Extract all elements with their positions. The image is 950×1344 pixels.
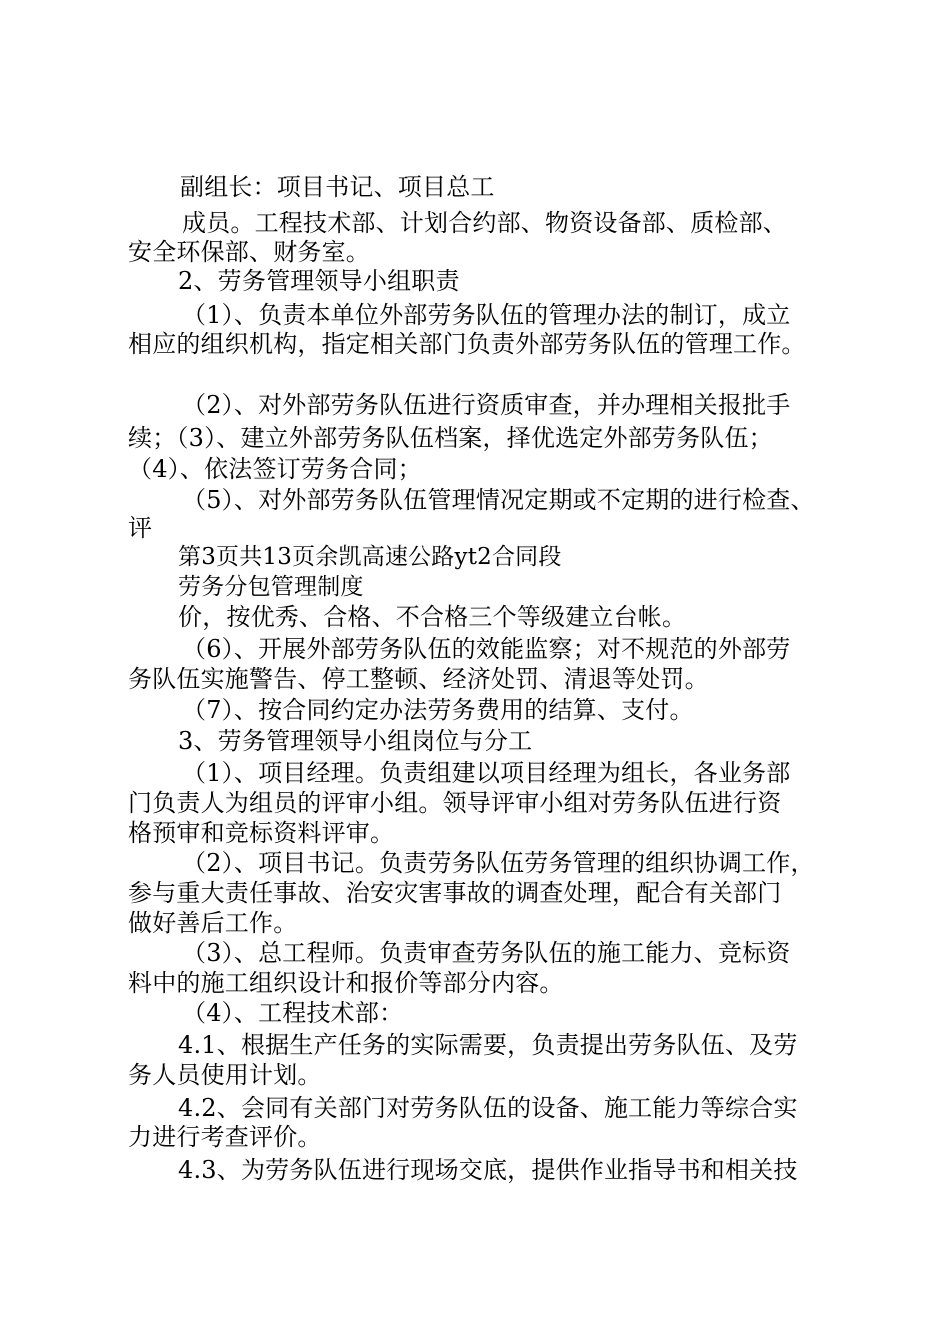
text-line: 价，按优秀、合格、不合格三个等级建立台帐。 [178,603,687,631]
text-line: 安全环保部、财务室。 [128,238,370,266]
text-line: 参与重大责任事故、治安灾害事故的调查处理，配合有关部门 [128,879,782,907]
text-line: 副组长：项目书记、项目总工 [180,173,495,201]
text-line: （5）、对外部劳务队伍管理情况定期或不定期的进行检查、 [182,486,815,514]
text-line: （1）、负责本单位外部劳务队伍的管理办法的制订，成立 [182,301,791,329]
text-line: （7）、按合同约定办法劳务费用的结算、支付。 [182,696,694,724]
text-line: 评 [128,514,153,542]
text-line: 成员。工程技术部、计划合约部、物资设备部、质检部、 [182,209,787,237]
text-line: 做好善后工作。 [128,909,298,937]
section-heading: 2、劳务管理领导小组职责 [178,267,460,295]
text-line: 相应的组织机构，指定相关部门负责外部劳务队伍的管理工作。 [128,330,806,358]
text-line: 4.2、会同有关部门对劳务队伍的设备、施工能力等综合实 [178,1094,798,1122]
page-header: 劳务分包管理制度 [178,574,364,600]
text-line: （2）、对外部劳务队伍进行资质审查，并办理相关报批手 [182,391,791,419]
text-line: （1）、项目经理。负责组建以项目经理为组长，各业务部 [182,759,791,787]
text-line: 料中的施工组织设计和报价等部分内容。 [128,969,564,997]
section-heading: 3、劳务管理领导小组岗位与分工 [178,727,533,755]
text-line: （6）、开展外部劳务队伍的效能监察；对不规范的外部劳 [182,635,791,663]
text-line: 门负责人为组员的评审小组。领导评审小组对劳务队伍进行资 [128,789,782,817]
text-line: （3）、总工程师。负责审查劳务队伍的施工能力、竞标资 [182,939,791,967]
text-line: 务队伍实施警告、停工整顿、经济处罚、清退等处罚。 [128,665,709,693]
text-line: 格预审和竞标资料评审。 [128,819,395,847]
text-line: 力进行考查评价。 [128,1123,322,1151]
text-line: （4）、依法签订劳务合同； [128,455,422,483]
text-line: （2）、项目书记。负责劳务队伍劳务管理的组织协调工作， [182,849,815,877]
text-line: 续；（3）、建立外部劳务队伍档案，择优选定外部劳务队伍； [128,424,773,452]
text-line: 4.3、为劳务队伍进行现场交底，提供作业指导书和相关技 [178,1156,798,1184]
text-line: 4.1、根据生产任务的实际需要，负责提出劳务队伍、及劳 [178,1031,798,1059]
text-line: 务人员使用计划。 [128,1061,322,1089]
page-footer: 第3页共13页余凯高速公路yt2合同段 [178,544,562,570]
text-line: （4）、工程技术部： [182,999,404,1027]
